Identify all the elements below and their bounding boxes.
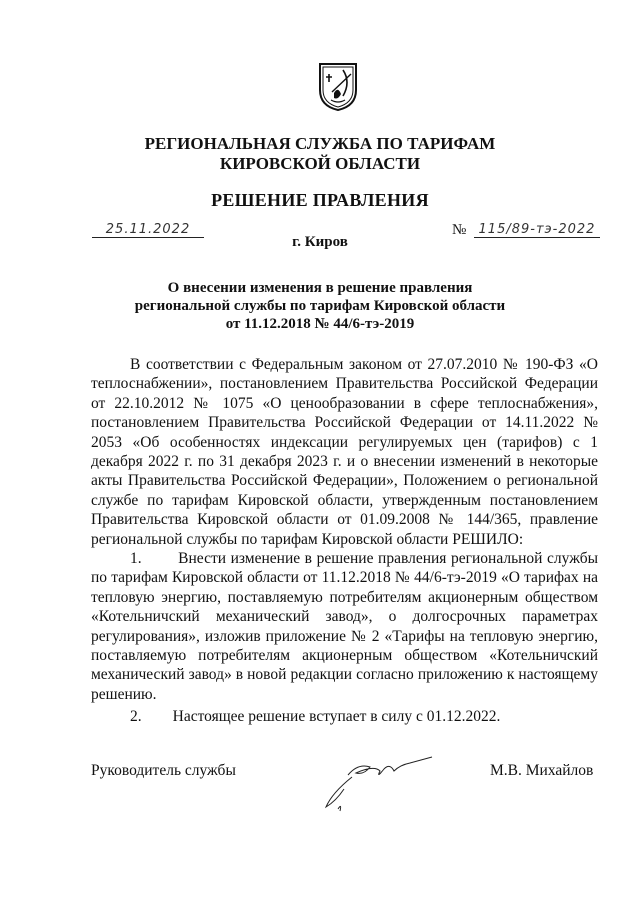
city: г. Киров — [292, 234, 348, 250]
organization-name-line1: РЕГИОНАЛЬНАЯ СЛУЖБА ПО ТАРИФАМ — [144, 134, 496, 153]
document-type: РЕШЕНИЕ ПРАВЛЕНИЯ — [211, 190, 429, 210]
signatory-name: М.В. Михайлов — [490, 762, 594, 779]
item-number: 2. — [130, 708, 142, 725]
signatory-position: Руководитель службы — [91, 762, 236, 779]
decision-item-1 — [91, 549, 598, 704]
handwritten-signature — [318, 745, 436, 815]
document-date: 25.11.2022 — [92, 222, 204, 238]
preamble-paragraph: В соответствии с Федеральным законом от 27.07.2010 № 190-ФЗ «О теплоснабжении», постановлением Правительства Российской Федерации от 22.10.2012 № 1075 «О ценообразовании в сфере теплоснабжения», постановлением Правительства Российской Федерации от 14.11.2022 № 2053 «Об особенностях индексации регулируемых цен (тарифов) с 1 декабря 2022 г. по 31 декабря 2023 г. и о внесении изменений в некоторые акты Правительства Российской Федерации», Положением о региональной службе по тарифам Кировской области, утвержденным постановлением Правительства Кировской области от 01.09.2008 № 144/365, правление региональной службы по тарифам Кировской области РЕШИЛО: — [91, 356, 598, 548]
decision-item-2 — [91, 707, 598, 726]
document-number-label: № — [452, 222, 467, 238]
document-number: 115/89-тэ-2022 — [474, 222, 600, 238]
subject-line1: О внесении изменения в решение правления — [167, 280, 473, 296]
item-text: Внести изменение в решение правления региональной службы по тарифам Кировской области от 11.12.2018 № 44/6-тэ-2019 «О тарифах на тепловую энергию, поставляемую потребителям акционерным обществом «Котельничский механический завод», о долгосрочных параметрах регулирования», изложив приложение № 2 «Тарифы на тепловую энергию, поставляемую потребителям акционерным обществом «Котельничский механический завод» в новой редакции согласно приложению к настоящему решению. — [91, 550, 599, 703]
item-number: 1. — [130, 550, 142, 567]
coat-of-arms-icon — [317, 60, 359, 112]
organization-name-line2: КИРОВСКОЙ ОБЛАСТИ — [219, 154, 421, 173]
subject-line2: региональной службы по тарифам Кировской области — [134, 298, 506, 314]
subject-line3: от 11.12.2018 № 44/6-тэ-2019 — [225, 316, 415, 332]
item-text: Настоящее решение вступает в силу с 01.12.2022. — [172, 708, 501, 725]
